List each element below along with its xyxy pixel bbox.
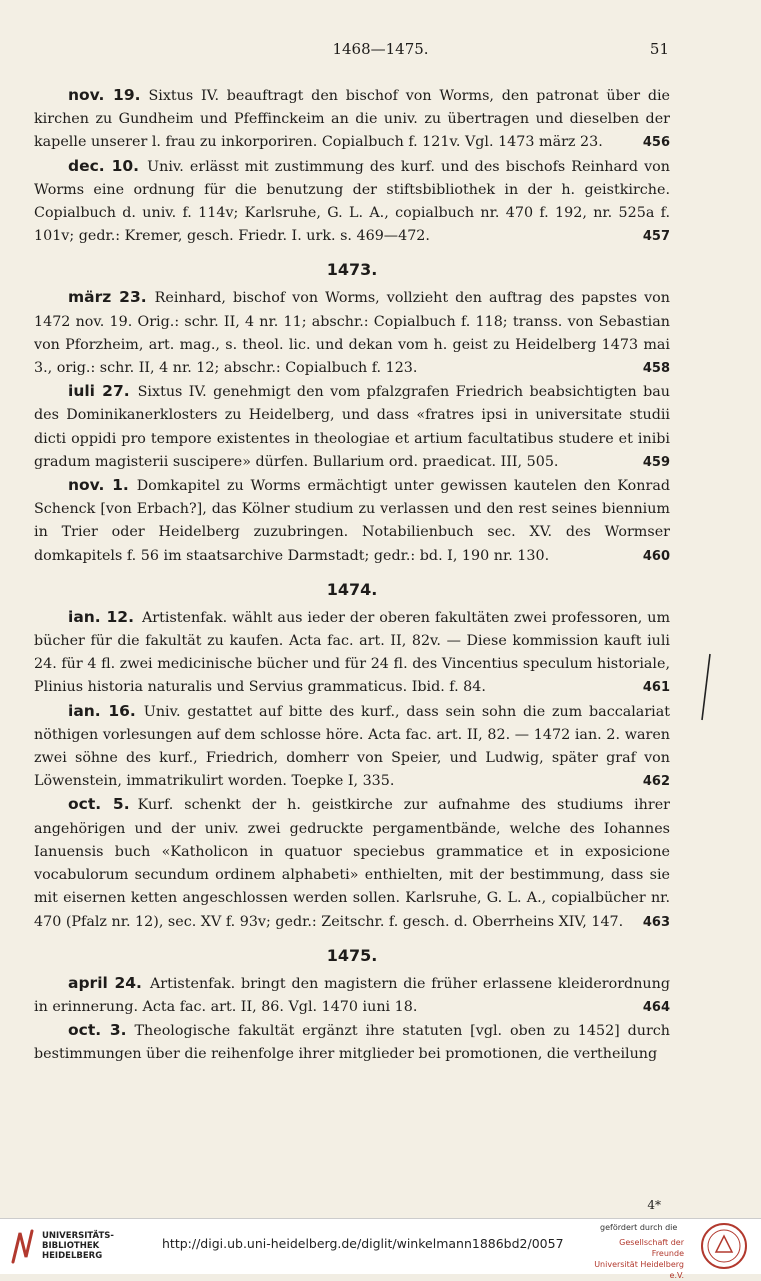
- entry-date: iuli 27.: [68, 382, 130, 401]
- entry-number: 463: [642, 914, 670, 930]
- entry-date: ian. 12.: [68, 607, 134, 626]
- handwritten-margin-mark-icon: [698, 652, 714, 722]
- entry-date: oct. 3.: [68, 1021, 127, 1040]
- entry-text: Artistenfak. bringt den magistern die früher erlassene kleiderordnung in erinnerung. Acta fac. art. II, 86. Vgl. 1470 iuni 18.: [34, 975, 670, 1015]
- entry-number: 459: [642, 454, 670, 470]
- entry-461: [34, 606, 670, 700]
- library-line: HEIDELBERG: [42, 1251, 103, 1261]
- library-line: BIBLIOTHEK: [42, 1241, 100, 1251]
- entry-date: april 24.: [68, 973, 142, 992]
- entry-463: [34, 793, 670, 933]
- year-heading-1473: 1473.: [326, 260, 378, 280]
- entry-465: [34, 1019, 670, 1066]
- entry-number: 464: [642, 999, 670, 1015]
- viewer-footer: [0, 1218, 761, 1280]
- entry-date: ian. 16.: [68, 701, 136, 720]
- entry-462: [34, 700, 670, 794]
- signature-mark: 4*: [647, 1198, 661, 1212]
- entry-460: [34, 474, 670, 568]
- header-title: 1468—1475.: [332, 40, 429, 58]
- entry-text: Univ. gestattet auf bitte des kurf., dass sein sohn die zum baccalariat nöthigen vorlesungen auf dem schlosse höre. Acta fac. art. II, 82. — 1472 ian. 2. waren zwei söhne des kurf., Friedrich, domherr von Speier, und Ludwig, später graf von Löwenstein, immatrikulirt worden. Toepke I, 335.: [34, 703, 671, 790]
- page-content: [34, 84, 670, 1067]
- library-line: UNIVERSITÄTS-: [42, 1231, 114, 1241]
- page-number: 51: [649, 40, 669, 58]
- entry-date: dec. 10.: [68, 156, 140, 175]
- entry-text: Sixtus IV. genehmigt den vom pfalzgrafen Friedrich beabsichtigten bau des Dominikanerklosters zu Heidelberg, und dass «fratres ipsi in universitate studii dicti oppidi pro tempore existentes in theologiae et artium facultatibus studere et inibi gradum magisterii suscipere» dürfen. Bullarium ord. praedicat. III, 505.: [34, 384, 670, 470]
- library-name: [42, 1231, 114, 1261]
- entry-458: [34, 286, 670, 380]
- sponsor-name[interactable]: [588, 1237, 684, 1281]
- entry-text: Sixtus IV. beauftragt den bischof von Worms, den patronat über die kirchen zu Gundheim und Pfeffinckeim an die univ. zu übertragen und dieselben der kapelle unserer l. frau zu inkorporiren. Copialbuch f. 121v. Vgl. 1473 märz 23.: [34, 88, 671, 151]
- entry-text: Reinhard, bischof von Worms, vollzieht den auftrag des papstes von 1472 nov. 19. Orig.: schr. II, 4 nr. 11; abschr.: Copialbuch f. 118; transs. von Sebastian von Pforzheim, art. mag., s. theol. lic. und dekan vom h. geist zu Heidelberg 1473 mai 3., orig.: schr. II, 4 nr. 12; abschr.: Copialbuch f. 123.: [34, 290, 670, 377]
- entry-number: 462: [642, 774, 670, 790]
- sponsor-line: Gesellschaft der Freunde: [619, 1238, 684, 1258]
- entry-456: [34, 84, 670, 155]
- year-heading-1474: 1474.: [326, 579, 378, 599]
- entry-464: [34, 972, 670, 1019]
- entry-date: oct. 5.: [68, 795, 130, 814]
- entry-date: märz 23.: [68, 288, 147, 307]
- permalink-url[interactable]: http://digi.ub.uni-heidelberg.de/diglit/winkelmann1886bd2/0057: [162, 1236, 564, 1251]
- entry-text: Theologische fakultät ergänzt ihre statuten [vgl. oben zu 1452] durch bestimmungen über die reihenfolge ihrer mitglieder bei promotionen, die vertheilung: [34, 1023, 670, 1063]
- university-library-logo-icon[interactable]: [10, 1227, 36, 1265]
- entry-text: Univ. erlässt mit zustimmung des kurf. und des bischofs Reinhard von Worms eine ordnung für die benutzung der stiftsbibliothek in der h. geistkirche. Copialbuch d. univ. f. 114v; Karlsruhe, G. L. A., copialbuch nr. 470 f. 192, nr. 525a f. 101v; gedr.: Kremer, gesch. Friedr. I. urk. s. 469—472.: [34, 158, 670, 245]
- entry-number: 461: [642, 680, 670, 696]
- running-header: [0, 40, 761, 66]
- entry-457: [34, 155, 670, 249]
- entry-text: Artistenfak. wählt aus ieder der oberen fakultäten zwei professoren, um bücher für die fakultät zu kaufen. Acta fac. art. II, 82v. — Diese kommission kauft iuli 24. für 4 fl. zwei medicinische bücher und für 24 fl. des Vincentius speculum historiale, Plinius historia naturalis und Servius grammaticus. Ibid. f. 84.: [34, 609, 670, 696]
- entry-number: 460: [642, 548, 670, 564]
- sponsor-line: Universität Heidelberg e.V.: [594, 1260, 684, 1280]
- university-seal-icon[interactable]: [700, 1222, 748, 1270]
- year-heading-1475: 1475.: [326, 945, 378, 965]
- entry-text: Domkapitel zu Worms ermächtigt unter gewissen kautelen den Konrad Schenck [von Erbach?], das Kölner studium zu verlassen und den rest seines biennium in Trier oder Heidelberg zuzubringen. Notabilienbuch sec. XV. des Wormser domkapitels f. 56 im staatsarchive Darmstadt; gedr.: bd. I, 190 nr. 130.: [34, 478, 670, 564]
- entry-text: Kurf. schenkt der h. geistkirche zur aufnahme des studiums ihrer angehörigen und der univ. zwei gedruckte pergamentbände, welche des Iohannes Ianuensis buch «Katholicon in quatuor speciebus grammatice et in exposicione vocabulorum secundum ordinem alphabeti» enthielten, mit der bestimmung, dass sie mit eisernen ketten angeschlossen werden sollen. Karlsruhe, G. L. A., copialbücher nr. 470 (Pfalz nr. 12), sec. XV f. 93v; gedr.: Zeitschr. f. gesch. d. Oberrheins XIV, 147.: [34, 797, 670, 930]
- entry-number: 457: [642, 229, 670, 245]
- sponsor-label: gefördert durch die: [600, 1223, 678, 1232]
- entry-459: [34, 380, 670, 474]
- entry-number: 458: [642, 361, 670, 377]
- entry-date: nov. 1.: [68, 476, 129, 495]
- entry-date: nov. 19.: [68, 86, 141, 104]
- entry-number: 456: [642, 135, 670, 151]
